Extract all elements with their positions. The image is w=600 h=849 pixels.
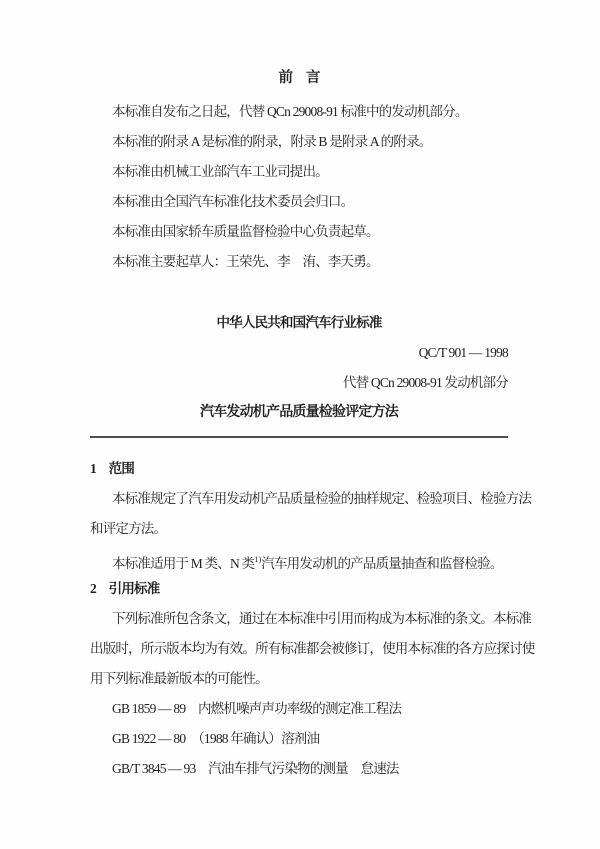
footnote-marker: 1): [254, 554, 262, 564]
referenced-standard: GB 1922 — 80 （1988 年确认）溶剂油: [112, 731, 320, 746]
standard-code: QC/T 901 — 1998: [418, 345, 508, 360]
scope-paragraph-2-text: 本标准适用于 M 类、N 类: [112, 556, 255, 571]
header-divider: [90, 436, 508, 438]
scope-paragraph-line: 和评定方法。: [90, 521, 167, 536]
section-1-heading: 1 范围: [90, 461, 135, 476]
foreword-paragraph: 本标准的附录 A 是标准的附录，附录 B 是附录 A 的附录。: [112, 134, 432, 149]
scope-paragraph-2: [90, 544, 508, 574]
referenced-standard: GB 1859 — 89 内燃机噪声声功率级的测定准工程法: [112, 701, 402, 716]
foreword-paragraph: 本标准由机械工业部汽车工业司提出。: [112, 164, 328, 179]
foreword-paragraph: 本标准自发布之日起，代替 QCn 29008-91 标准中的发动机部分。: [112, 104, 468, 119]
references-intro-line: 下列标准所包含条文，通过在本标准中引用而构成为本标准的条文。本标准: [112, 611, 532, 626]
foreword-paragraph: 本标准由国家轿车质量监督检验中心负责起草。: [112, 224, 379, 239]
standard-header: [90, 308, 508, 428]
foreword-paragraph: 本标准由全国汽车标准化技术委员会归口。: [112, 194, 354, 209]
referenced-standard: GB/T 3845 — 93 汽油车排气污染物的测量 怠速法: [112, 761, 399, 776]
references-intro-line: 出版时，所示版本均为有效。所有标准都会被修订，使用本标准的各方应探讨使: [90, 641, 535, 656]
scope-paragraph-line: 本标准规定了汽车用发动机产品质量检验的抽样规定、检验项目、检验方法: [112, 491, 532, 506]
scope-paragraph-2-text: 汽车用发动机的产品质量抽查和监督检验。: [261, 556, 503, 571]
standard-supersedes: 代替 QCn 29008-91 发动机部分: [342, 375, 508, 390]
foreword-paragraph: 本标准主要起草人：王荣先、李 洧、李天勇。: [112, 254, 379, 269]
section-2-heading: 2 引用标准: [90, 581, 160, 596]
references-intro-line: 用下列标准最新版本的可能性。: [90, 671, 268, 686]
standard-title: 汽车发动机产品质量检验评定方法: [200, 405, 398, 420]
foreword-title: 前 言: [278, 70, 320, 86]
standard-authority: 中华人民共和国汽车行业标准: [216, 315, 382, 330]
